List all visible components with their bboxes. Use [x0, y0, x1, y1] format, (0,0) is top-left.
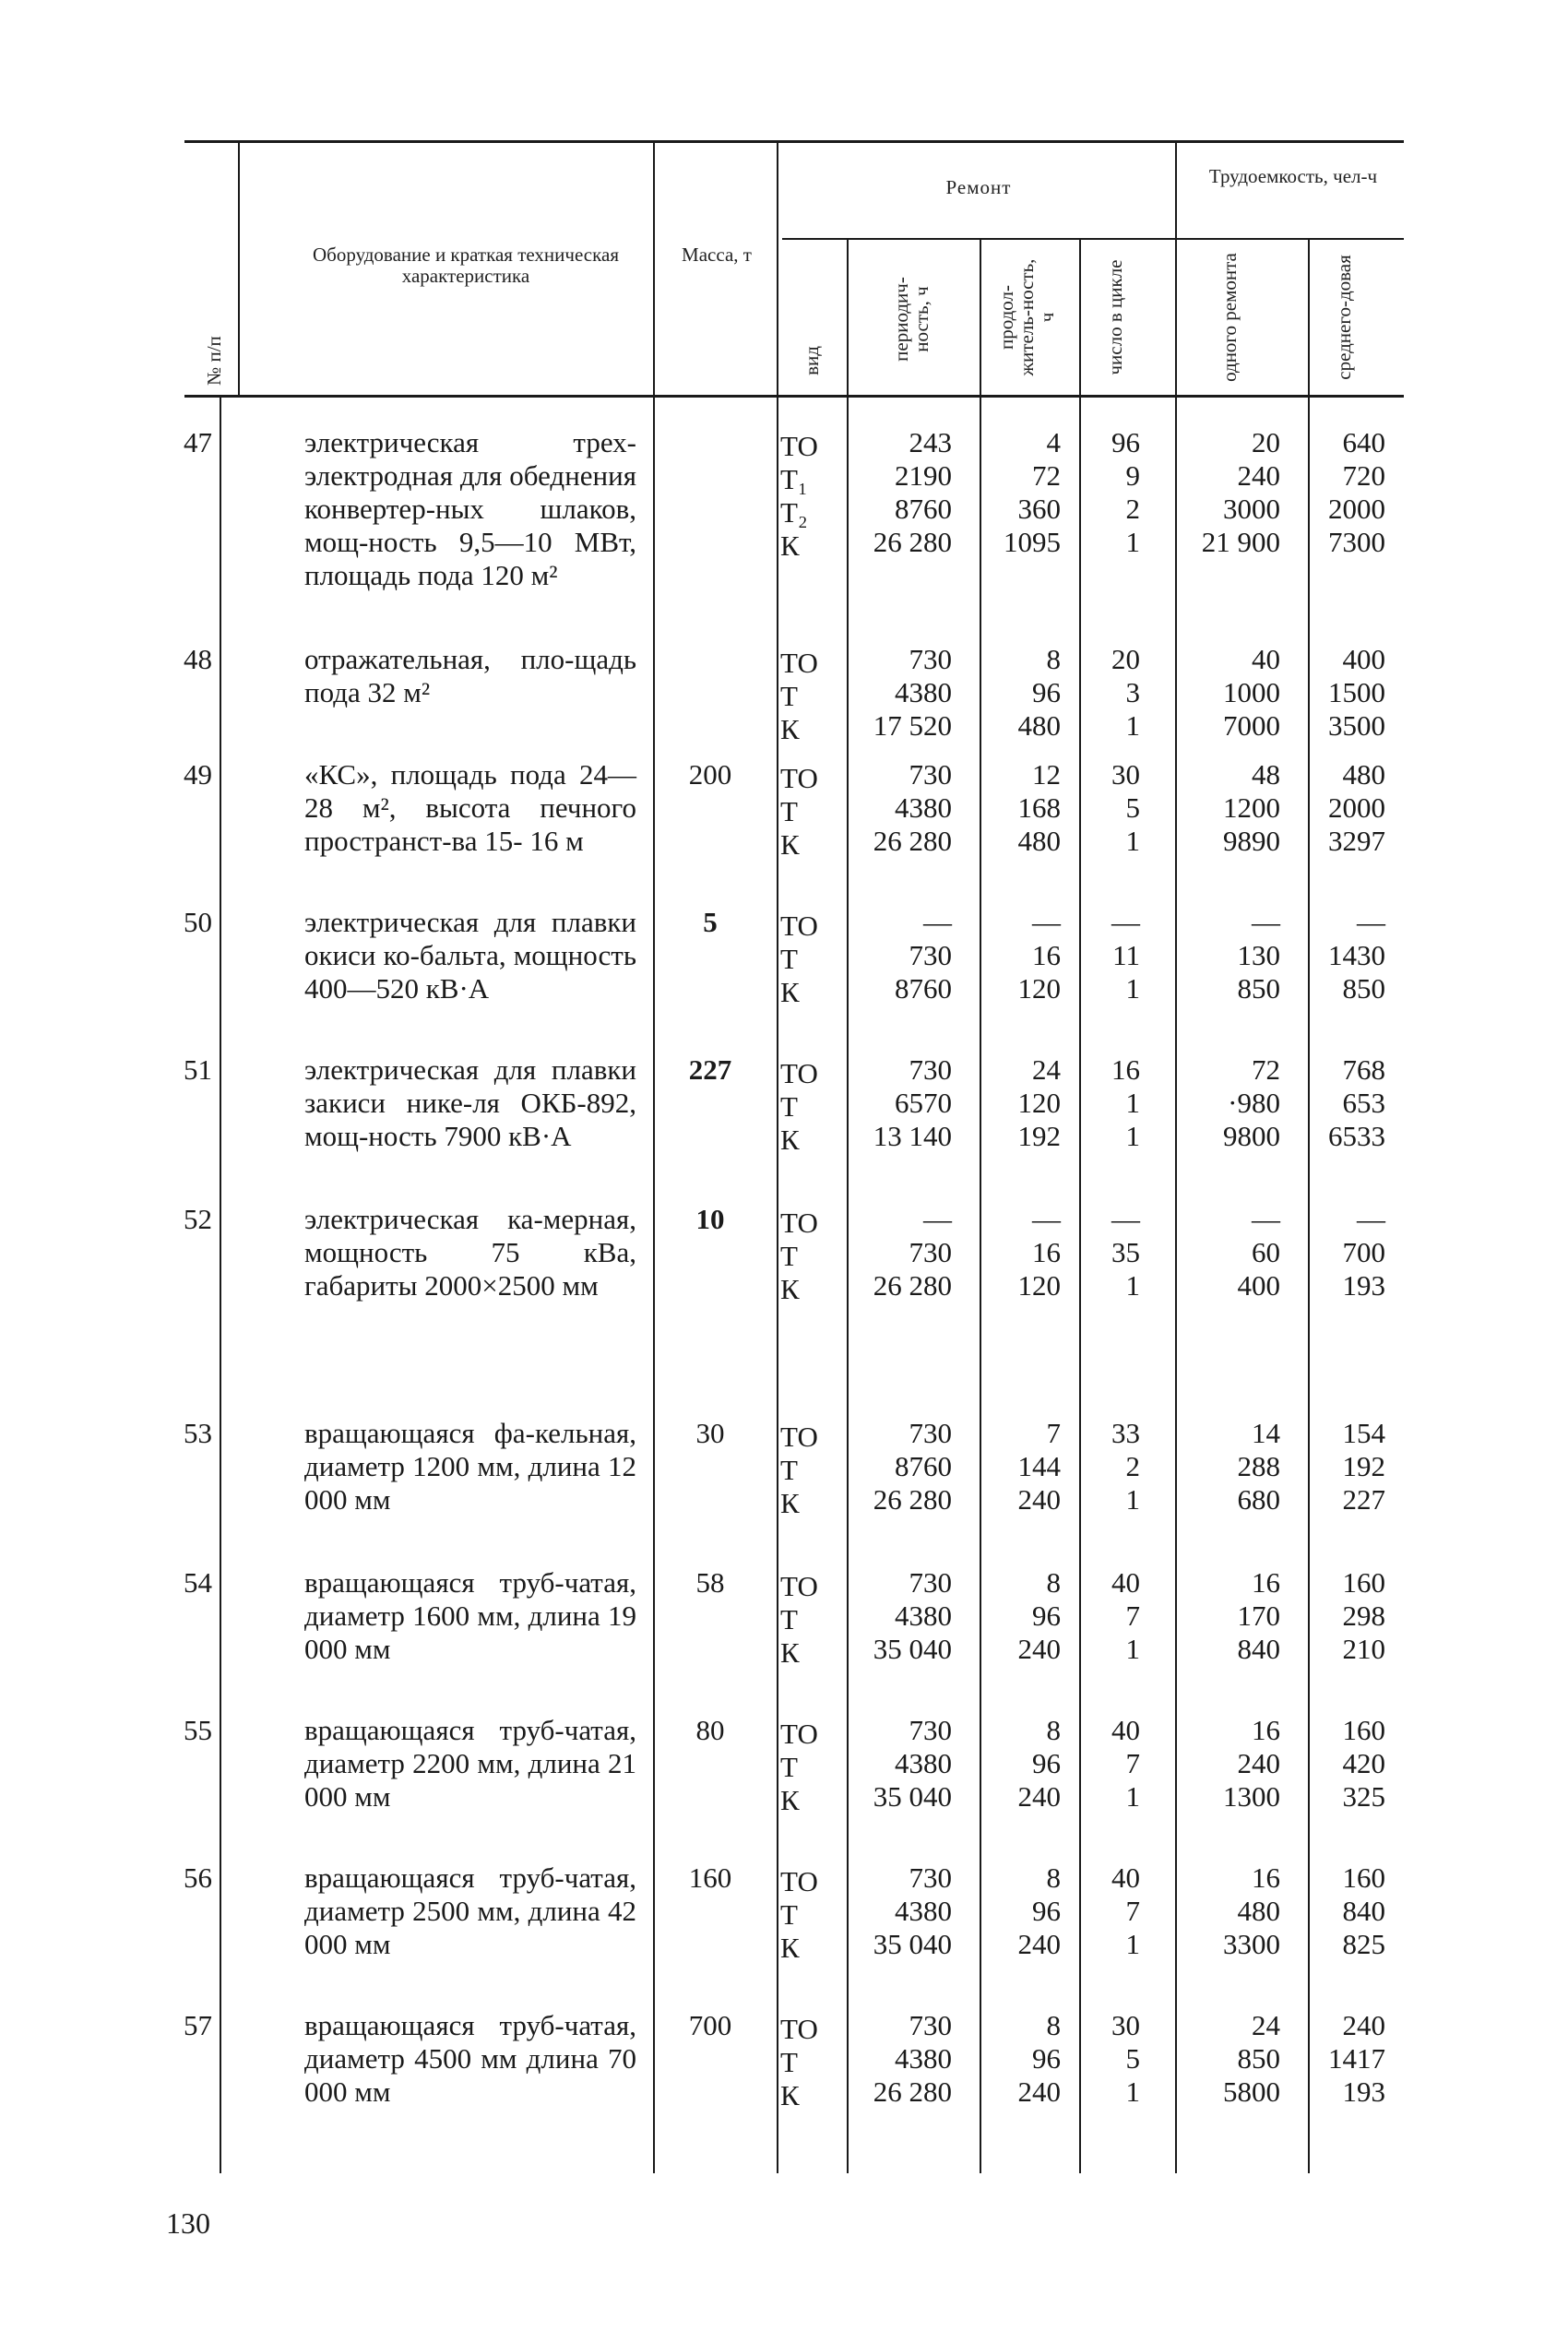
repair-kind: ТО [780, 1057, 818, 1089]
cell-labor-annual: 160 [1342, 1861, 1385, 1894]
cell-cycle: 20 [1111, 643, 1140, 675]
cell-periodicity: 35 040 [873, 1633, 952, 1665]
cell-labor-one: 400 [1237, 1269, 1280, 1302]
cell-periodicity: 243 [909, 426, 952, 458]
mass-value: 10 [695, 1203, 725, 1235]
page-number: 130 [166, 2206, 210, 2240]
cell-labor-one: 9800 [1223, 1120, 1280, 1152]
mass-value: 5 [703, 906, 718, 938]
cell-duration: 168 [1017, 791, 1061, 824]
cell-periodicity: 730 [909, 1566, 952, 1599]
cell-periodicity: 6570 [895, 1087, 952, 1119]
cell-duration: 96 [1032, 2042, 1061, 2075]
cell-cycle: 35 [1111, 1236, 1140, 1268]
equipment-description: вращающаяся труб-чатая, диаметр 4500 мм длина 70 000 мм [304, 2009, 636, 2108]
cell-labor-one: — [1252, 906, 1280, 938]
row-number: 51 [184, 1053, 212, 1086]
cell-labor-one: 1000 [1223, 676, 1280, 708]
cell-cycle: 5 [1125, 791, 1140, 824]
cell-duration: 120 [1017, 1087, 1061, 1119]
cell-duration: 240 [1017, 1928, 1061, 1960]
row-number: 52 [184, 1203, 212, 1235]
cell-labor-annual: 154 [1342, 1417, 1385, 1449]
cell-labor-one: 1300 [1223, 1780, 1280, 1813]
subheader-rule-repair [782, 238, 1175, 240]
cell-duration: 7 [1046, 1417, 1061, 1449]
repair-kind: Т [780, 1603, 798, 1635]
equipment-description: вращающаяся труб-чатая, диаметр 2500 мм, длина 42 000 мм [304, 1861, 636, 1960]
repair-kind: ТО [780, 910, 818, 942]
cell-labor-one: ·980 [1228, 1087, 1280, 1119]
cell-labor-annual: 210 [1342, 1633, 1385, 1665]
cell-periodicity: — [923, 1203, 952, 1235]
cell-cycle: 16 [1111, 1053, 1140, 1086]
cell-cycle: 1 [1125, 1269, 1140, 1302]
repair-kind: К [780, 1273, 800, 1305]
cell-labor-one: 680 [1237, 1483, 1280, 1516]
cell-periodicity: 8760 [895, 493, 952, 525]
repair-kind: К [780, 1636, 800, 1669]
cell-labor-one: 170 [1237, 1600, 1280, 1632]
repair-kind: К [780, 1487, 800, 1519]
col-rule-4 [847, 238, 849, 2173]
cell-duration: 120 [1017, 1269, 1061, 1302]
cell-duration: 8 [1046, 1861, 1061, 1894]
cell-periodicity: 730 [909, 1861, 952, 1894]
repair-kind: К [780, 828, 800, 861]
mass-value: 227 [688, 1053, 732, 1086]
repair-kind: Т [780, 943, 798, 975]
equipment-description: «КС», площадь пода 24—28 м², высота печного пространст-ва 15- 16 м [304, 758, 636, 857]
mass-value: 160 [688, 1861, 732, 1894]
cell-cycle: 7 [1125, 1747, 1140, 1779]
repair-kind: К [780, 1932, 800, 1964]
cell-labor-one: 16 [1252, 1861, 1280, 1894]
cell-labor-annual: 1430 [1328, 939, 1385, 971]
repair-kind: Т₁ [780, 463, 808, 495]
cell-cycle: 7 [1125, 1895, 1140, 1927]
header-mass: Масса, т [682, 244, 752, 266]
cell-cycle: 1 [1125, 1633, 1140, 1665]
cell-cycle: 1 [1125, 1087, 1140, 1119]
cell-labor-annual: 6533 [1328, 1120, 1385, 1152]
cell-duration: 8 [1046, 643, 1061, 675]
repair-kind: ТО [780, 1865, 818, 1897]
repair-kind: Т [780, 1090, 798, 1123]
cell-periodicity: 17 520 [873, 709, 952, 742]
header-one-repair: одного ремонта [1218, 253, 1241, 382]
cell-periodicity: 26 280 [873, 1483, 952, 1516]
mass-value: 700 [688, 2009, 732, 2041]
cell-cycle: 30 [1111, 2009, 1140, 2041]
row-number: 53 [184, 1417, 212, 1449]
cell-labor-annual: 298 [1342, 1600, 1385, 1632]
cell-labor-annual: 720 [1342, 459, 1385, 492]
cell-labor-annual: 240 [1342, 2009, 1385, 2041]
repair-kind: Т [780, 795, 798, 827]
cell-labor-annual: 840 [1342, 1895, 1385, 1927]
cell-labor-annual: 400 [1342, 643, 1385, 675]
cell-cycle: 11 [1112, 939, 1140, 971]
cell-labor-annual: 2000 [1328, 791, 1385, 824]
repair-kind: К [780, 1124, 800, 1156]
cell-duration: 240 [1017, 1780, 1061, 1813]
repair-kind: ТО [780, 1207, 818, 1239]
repair-kind: ТО [780, 430, 818, 462]
cell-labor-annual: 825 [1342, 1928, 1385, 1960]
cell-labor-one: 40 [1252, 643, 1280, 675]
cell-periodicity: 730 [909, 758, 952, 791]
row-number: 57 [184, 2009, 212, 2041]
cell-duration: 360 [1017, 493, 1061, 525]
cell-cycle: 1 [1125, 526, 1140, 558]
cell-cycle: — [1111, 906, 1140, 938]
cell-labor-annual: 193 [1342, 2075, 1385, 2108]
repair-kind: Т₂ [780, 496, 808, 529]
cell-labor-annual: — [1357, 906, 1385, 938]
equipment-description: отражательная, пло-щадь пода 32 м² [304, 643, 636, 708]
cell-duration: 8 [1046, 1566, 1061, 1599]
cell-periodicity: 4380 [895, 1600, 952, 1632]
equipment-description: электрическая ка-мерная, мощность 75 кВа, габариты 2000×2500 мм [304, 1203, 636, 1302]
cell-cycle: 1 [1125, 1780, 1140, 1813]
cell-periodicity: 35 040 [873, 1780, 952, 1813]
cell-labor-one: 48 [1252, 758, 1280, 791]
cell-labor-one: 16 [1252, 1714, 1280, 1746]
col-rule-7 [1175, 140, 1177, 2173]
row-number: 56 [184, 1861, 212, 1894]
repair-kind: Т [780, 680, 798, 712]
cell-labor-one: 130 [1237, 939, 1280, 971]
subheader-rule-labor [1177, 238, 1404, 240]
cell-cycle: 40 [1111, 1714, 1140, 1746]
cell-periodicity: 13 140 [873, 1120, 952, 1152]
row-number: 55 [184, 1714, 212, 1746]
cell-labor-one: 3300 [1223, 1928, 1280, 1960]
header-periodicity: периодич-ность, ч [890, 277, 932, 362]
row-number: 54 [184, 1566, 212, 1599]
cell-duration: — [1032, 906, 1061, 938]
cell-duration: 192 [1017, 1120, 1061, 1152]
cell-labor-annual: 3500 [1328, 709, 1385, 742]
cell-duration: 12 [1032, 758, 1061, 791]
cell-labor-one: 9890 [1223, 825, 1280, 857]
mass-value: 80 [695, 1714, 725, 1746]
header-repair-group: Ремонт [945, 176, 1012, 198]
cell-labor-one: 14 [1252, 1417, 1280, 1449]
cell-labor-one: 480 [1237, 1895, 1280, 1927]
cell-periodicity: 4380 [895, 1895, 952, 1927]
repair-kind: ТО [780, 762, 818, 794]
cell-cycle: 9 [1125, 459, 1140, 492]
repair-kind: Т [780, 1751, 798, 1783]
cell-labor-one: 1200 [1223, 791, 1280, 824]
col-rule-2 [653, 140, 655, 2173]
cell-duration: 240 [1017, 2075, 1061, 2108]
repair-kind: ТО [780, 647, 818, 679]
mass-value: 58 [695, 1566, 725, 1599]
cell-periodicity: 26 280 [873, 2075, 952, 2108]
table-top-rule [184, 140, 1404, 143]
cell-labor-annual: 160 [1342, 1714, 1385, 1746]
repair-kind: Т [780, 1240, 798, 1272]
cell-labor-one: 72 [1252, 1053, 1280, 1086]
cell-cycle: 1 [1125, 825, 1140, 857]
equipment-description: электрическая для плавки окиси ко-бальта, мощность 400—520 кВ·А [304, 906, 636, 1005]
repair-kind: ТО [780, 1718, 818, 1750]
cell-labor-one: 850 [1237, 2042, 1280, 2075]
cell-labor-annual: 700 [1342, 1236, 1385, 1268]
cell-periodicity: 730 [909, 1236, 952, 1268]
cell-duration: 144 [1017, 1450, 1061, 1482]
repair-kind: ТО [780, 2013, 818, 2045]
cell-cycle: 33 [1111, 1417, 1140, 1449]
col-rule-1 [238, 140, 240, 395]
repair-kind: ТО [780, 1570, 818, 1602]
cell-labor-annual: 325 [1342, 1780, 1385, 1813]
header-cycle-count: число в цикле [1104, 259, 1126, 375]
cell-periodicity: 26 280 [873, 1269, 952, 1302]
cell-duration: 96 [1032, 1747, 1061, 1779]
cell-periodicity: — [923, 906, 952, 938]
cell-labor-annual: 227 [1342, 1483, 1385, 1516]
cell-duration: 8 [1046, 2009, 1061, 2041]
repair-kind: К [780, 2079, 800, 2111]
header-bottom-rule [184, 395, 1404, 398]
cell-periodicity: 730 [909, 1417, 952, 1449]
col-rule-8 [1308, 238, 1310, 2173]
cell-cycle: 40 [1111, 1861, 1140, 1894]
cell-duration: 96 [1032, 1600, 1061, 1632]
header-kind: вид [801, 346, 823, 375]
cell-labor-one: 16 [1252, 1566, 1280, 1599]
cell-labor-annual: 640 [1342, 426, 1385, 458]
mass-value: 200 [688, 758, 732, 791]
cell-cycle: 1 [1125, 1120, 1140, 1152]
cell-duration: 96 [1032, 1895, 1061, 1927]
cell-labor-one: 21 900 [1201, 526, 1280, 558]
cell-cycle: 96 [1111, 426, 1140, 458]
cell-labor-annual: — [1357, 1203, 1385, 1235]
row-number: 47 [184, 426, 212, 458]
cell-duration: 4 [1046, 426, 1061, 458]
cell-periodicity: 4380 [895, 1747, 952, 1779]
cell-duration: 8 [1046, 1714, 1061, 1746]
cell-duration: 120 [1017, 972, 1061, 1005]
header-annual-avg: среднего-довая [1333, 255, 1355, 380]
cell-periodicity: 730 [909, 1714, 952, 1746]
cell-labor-annual: 1417 [1328, 2042, 1385, 2075]
cell-periodicity: 26 280 [873, 526, 952, 558]
cell-periodicity: 8760 [895, 972, 952, 1005]
cell-periodicity: 730 [909, 643, 952, 675]
cell-labor-one: 5800 [1223, 2075, 1280, 2108]
equipment-description: вращающаяся труб-чатая, диаметр 2200 мм, длина 21 000 мм [304, 1714, 636, 1813]
cell-duration: 16 [1032, 939, 1061, 971]
cell-periodicity: 8760 [895, 1450, 952, 1482]
row-number: 48 [184, 643, 212, 675]
cell-labor-annual: 1500 [1328, 676, 1385, 708]
cell-duration: 480 [1017, 709, 1061, 742]
cell-duration: 24 [1032, 1053, 1061, 1086]
row-number: 50 [184, 906, 212, 938]
cell-periodicity: 35 040 [873, 1928, 952, 1960]
cell-labor-one: — [1252, 1203, 1280, 1235]
cell-labor-one: 7000 [1223, 709, 1280, 742]
cell-cycle: 1 [1125, 1928, 1140, 1960]
equipment-description: вращающаяся фа-кельная, диаметр 1200 мм, длина 12 000 мм [304, 1417, 636, 1516]
cell-labor-annual: 192 [1342, 1450, 1385, 1482]
repair-kind: К [780, 529, 800, 562]
cell-labor-annual: 3297 [1328, 825, 1385, 857]
cell-labor-annual: 160 [1342, 1566, 1385, 1599]
equipment-description: электрическая для плавки закиси нике-ля ОКБ-892, мощ-ность 7900 кВ·А [304, 1053, 636, 1152]
cell-cycle: 7 [1125, 1600, 1140, 1632]
cell-labor-one: 20 [1252, 426, 1280, 458]
cell-periodicity: 730 [909, 939, 952, 971]
cell-labor-annual: 7300 [1328, 526, 1385, 558]
repair-kind: К [780, 713, 800, 745]
cell-labor-annual: 768 [1342, 1053, 1385, 1086]
cell-cycle: 30 [1111, 758, 1140, 791]
equipment-description: вращающаяся труб-чатая, диаметр 1600 мм, длина 19 000 мм [304, 1566, 636, 1665]
cell-labor-annual: 420 [1342, 1747, 1385, 1779]
header-labor-group: Трудоемкость, чел-ч [1208, 165, 1378, 187]
cell-duration: 240 [1017, 1483, 1061, 1516]
cell-periodicity: 730 [909, 1053, 952, 1086]
cell-cycle: 1 [1125, 1483, 1140, 1516]
cell-cycle: 1 [1125, 709, 1140, 742]
cell-duration: 1095 [1004, 526, 1061, 558]
repair-kind: Т [780, 1454, 798, 1486]
cell-cycle: 2 [1125, 1450, 1140, 1482]
cell-duration: — [1032, 1203, 1061, 1235]
cell-cycle: 40 [1111, 1566, 1140, 1599]
repair-kind: К [780, 976, 800, 1008]
cell-duration: 240 [1017, 1633, 1061, 1665]
cell-periodicity: 4380 [895, 791, 952, 824]
repair-kind: Т [780, 1898, 798, 1931]
cell-labor-one: 24 [1252, 2009, 1280, 2041]
header-equipment: Оборудование и краткая техническая характеристика [313, 244, 619, 287]
cell-cycle: 3 [1125, 676, 1140, 708]
cell-cycle: 2 [1125, 493, 1140, 525]
cell-cycle: 1 [1125, 972, 1140, 1005]
cell-periodicity: 26 280 [873, 825, 952, 857]
cell-periodicity: 4380 [895, 676, 952, 708]
cell-periodicity: 4380 [895, 2042, 952, 2075]
cell-periodicity: 730 [909, 2009, 952, 2041]
repair-kind: Т [780, 2046, 798, 2078]
header-duration: продол-житель-ность, ч [995, 258, 1058, 376]
cell-labor-annual: 193 [1342, 1269, 1385, 1302]
cell-cycle: 1 [1125, 2075, 1140, 2108]
cell-labor-one: 240 [1237, 459, 1280, 492]
cell-labor-one: 3000 [1223, 493, 1280, 525]
equipment-description: электрическая трех-электродная для обеднения конвертер-ных шлаков, мощ-ность 9,5—10 МВт, площадь пода 120 м² [304, 426, 636, 591]
cell-labor-annual: 850 [1342, 972, 1385, 1005]
cell-periodicity: 2190 [895, 459, 952, 492]
cell-labor-one: 288 [1237, 1450, 1280, 1482]
col-rule-5 [980, 238, 981, 2173]
cell-cycle: — [1111, 1203, 1140, 1235]
row-number: 49 [184, 758, 212, 791]
col-rule-1-body [220, 398, 221, 2173]
repair-kind: ТО [780, 1421, 818, 1453]
cell-duration: 480 [1017, 825, 1061, 857]
cell-cycle: 5 [1125, 2042, 1140, 2075]
cell-duration: 96 [1032, 676, 1061, 708]
header-number: № п/п [203, 336, 225, 386]
cell-labor-annual: 480 [1342, 758, 1385, 791]
col-rule-6 [1079, 238, 1081, 2173]
cell-duration: 72 [1032, 459, 1061, 492]
cell-labor-one: 60 [1252, 1236, 1280, 1268]
mass-value: 30 [695, 1417, 725, 1449]
cell-labor-one: 850 [1237, 972, 1280, 1005]
cell-duration: 16 [1032, 1236, 1061, 1268]
repair-kind: К [780, 1784, 800, 1816]
cell-labor-annual: 653 [1342, 1087, 1385, 1119]
col-rule-3 [777, 140, 778, 2173]
cell-labor-one: 840 [1237, 1633, 1280, 1665]
cell-labor-annual: 2000 [1328, 493, 1385, 525]
cell-labor-one: 240 [1237, 1747, 1280, 1779]
